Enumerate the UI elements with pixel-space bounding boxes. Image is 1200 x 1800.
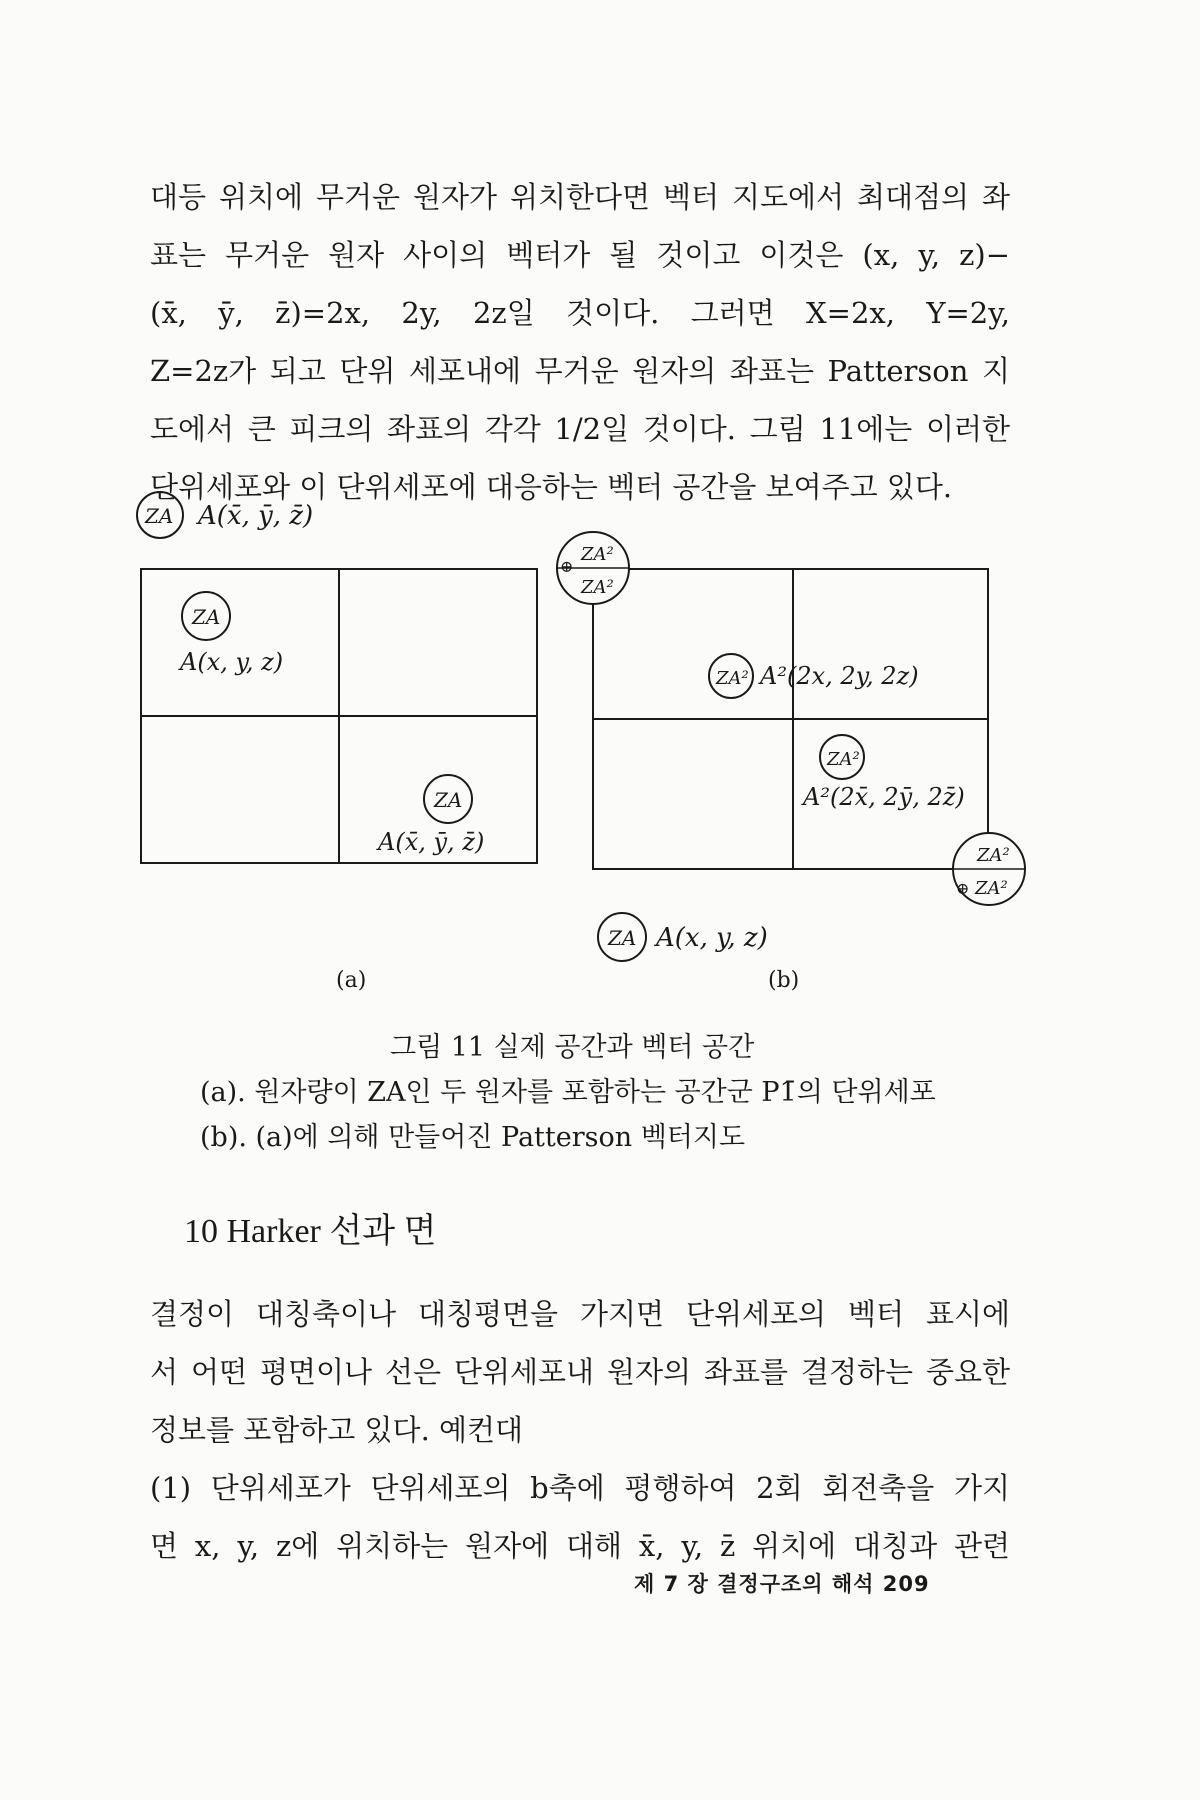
origin-peak-top-left	[557, 532, 629, 604]
svg-text:ZA: ZA	[434, 788, 463, 812]
svg-text:ZA: ZA	[608, 926, 637, 950]
text-line: 표는 무거운 원자 사이의 벡터가 될 것이고 이것은 (x, y, z)−	[150, 238, 1010, 272]
text-line: 면 x, y, z에 위치하는 원자에 대해 x̄, y, z̄ 위치에 대칭과 관련	[150, 1529, 1010, 1563]
panel-b	[557, 532, 1025, 993]
origin-peak-bottom-right	[953, 833, 1025, 905]
panel-b-sublabel: (b)	[768, 968, 800, 993]
figure-caption-title: 그림 11 실제 공간과 벡터 공간	[390, 1032, 755, 1063]
origin-plus-icon: ⊕	[560, 557, 574, 576]
svg-text:ZA²: ZA²	[716, 668, 749, 689]
svg-text:ZA: ZA	[145, 504, 174, 528]
text-line: 결정이 대칭축이나 대칭평면을 가지면 단위세포의 벡터 표시에	[150, 1297, 1010, 1331]
panel-b-outside-label: A(x, y, z)	[656, 923, 768, 953]
figure-caption-a: (a). 원자량이 ZA인 두 원자를 포함하는 공간군 P1̄의 단위세포	[200, 1077, 936, 1108]
figure-caption-b: (b). (a)에 의해 만들어진 Patterson 벡터지도	[200, 1122, 746, 1153]
panel-a-outside-label: A(x̄, ȳ, z̄)	[198, 501, 314, 531]
text-line: (1) 단위세포가 단위세포의 b축에 평행하여 2회 회전축을 가지	[150, 1471, 1010, 1505]
svg-text:ZA: ZA	[192, 605, 221, 629]
peak-label-b1: A²(2x, 2y, 2z)	[760, 662, 919, 690]
text-line: Z=2z가 되고 단위 세포내에 무거운 원자의 좌표는 Patterson 지	[150, 354, 1010, 388]
paragraph-harker	[150, 1285, 1010, 1575]
text-line: 서 어떤 평면이나 선은 단위세포내 원자의 좌표를 결정하는 중요한	[150, 1355, 1010, 1389]
text-line: 단위세포와 이 단위세포에 대응하는 벡터 공간을 보여주고 있다.	[150, 470, 953, 504]
atom-label-a2: A(x̄, ȳ, z̄)	[378, 828, 485, 856]
origin-plus-icon: ⊕	[956, 879, 970, 898]
svg-text:ZA²: ZA²	[581, 544, 614, 565]
za-sq-circle-icon	[820, 735, 864, 779]
panel-a	[137, 492, 537, 993]
za-circle-icon	[424, 775, 472, 823]
text-line: 정보를 포함하고 있다. 예컨대	[150, 1413, 524, 1447]
za-circle-icon	[182, 592, 230, 640]
svg-text:ZA²: ZA²	[581, 577, 614, 598]
svg-text:ZA²: ZA²	[827, 749, 860, 770]
text-line: 대등 위치에 무거운 원자가 위치한다면 벡터 지도에서 최대점의 좌	[150, 180, 1010, 214]
za-circle-icon	[598, 913, 646, 961]
za-circle-icon	[137, 492, 183, 538]
svg-text:ZA²: ZA²	[975, 878, 1008, 899]
panel-a-sublabel: (a)	[336, 968, 367, 993]
svg-text:ZA²: ZA²	[977, 845, 1010, 866]
text-line: 도에서 큰 피크의 좌표의 각각 1/2일 것이다. 그림 11에는 이러한	[150, 412, 1010, 446]
text-line: (x̄, ȳ, z̄)=2x, 2y, 2z일 것이다. 그러면 X=2x, Y=2y,	[150, 296, 1010, 330]
page-footer: 제 7 장 결정구조의 해석 209	[634, 1572, 930, 1596]
peak-label-b2: A²(2x̄, 2ȳ, 2z̄)	[803, 783, 965, 811]
atom-label-a1: A(x, y, z)	[180, 648, 284, 676]
za-sq-circle-icon	[709, 654, 753, 698]
section-heading: 10 Harker 선과 면	[184, 1213, 437, 1250]
